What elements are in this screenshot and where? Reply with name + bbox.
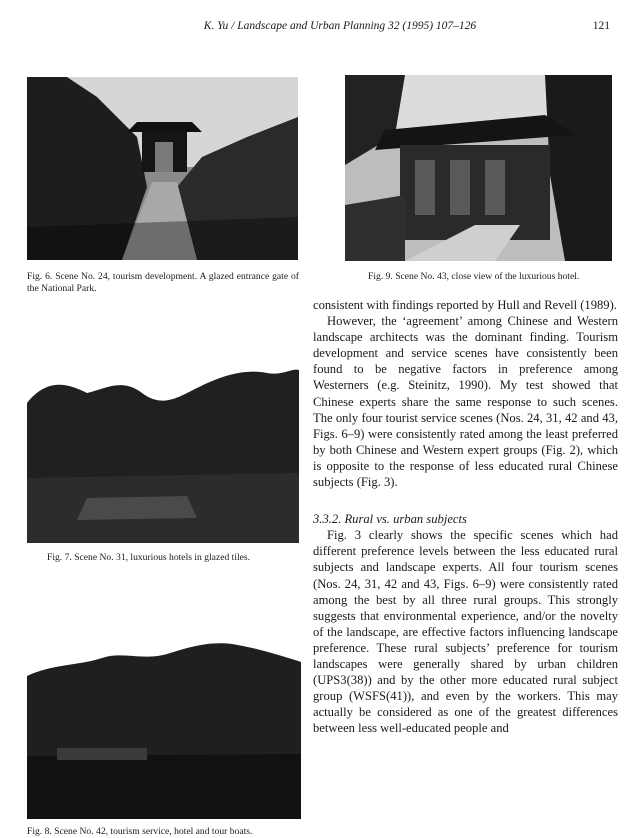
body-paragraph: consistent with findings reported by Hull and Revell (1989). [313, 298, 617, 312]
figure-8-caption: Fig. 8. Scene No. 42, tourism service, hotel and tour boats. [27, 826, 253, 837]
body-paragraph: However, the ‘agreement’ among Chinese and Western landscape architects was the dominant finding. Tourism development and service scenes have consistently been found to be negative factors in preference among Westerners (e.g. Steinitz, 1990). My test showed that Chinese experts share the same response to such scenes. The only four tourist service scenes (Nos. 24, 31, 42 and 43, Figs. 6–9) were consistently rated among the least preferred by both Chinese and Western expert groups (Fig. 2), which is opposite to the response of less educated rural Chinese subjects (Fig. 3). [313, 314, 618, 490]
figure-8-photo [27, 636, 301, 819]
figure-6-photo [27, 77, 298, 260]
body-paragraph: Fig. 3 clearly shows the specific scenes which had different preference levels between the less educated rural subjects and landscape experts. All four tourism scenes (Nos. 24, 31, 42 and 43, Figs. 6–9) were consistently rated among the best by all three rural groups. This strongly suggests that environmental experience, and/or the novelty of the landscape, are effective factors influencing landscape preference. These rural subjects’ preference for tourism landscapes were generally shared by urban children (UPS3(38)) and by the other more educated rural subject group (WSFS(41)), and even by the workers. This may actually be considered as one of the greatest differences between less well-educated people and [313, 528, 618, 736]
section-gap [313, 490, 618, 501]
figure-9-caption: Fig. 9. Scene No. 43, close view of the luxurious hotel. [368, 271, 580, 282]
figure-6-caption: Fig. 6. Scene No. 24, tourism development. A glazed entrance gate of the National Park. [27, 271, 299, 294]
page-number: 121 [592, 20, 610, 32]
figure-7-caption: Fig. 7. Scene No. 31, luxurious hotels in glazed tiles. [47, 552, 251, 563]
body-text-column [313, 297, 618, 736]
figure-7-photo [27, 358, 299, 543]
section-subheading: 3.3.2. Rural vs. urban subjects [313, 512, 467, 527]
running-header [0, 20, 640, 36]
figure-9-photo [345, 75, 612, 261]
running-title: K. Yu / Landscape and Urban Planning 32 (1995) 107–126 [203, 20, 477, 32]
